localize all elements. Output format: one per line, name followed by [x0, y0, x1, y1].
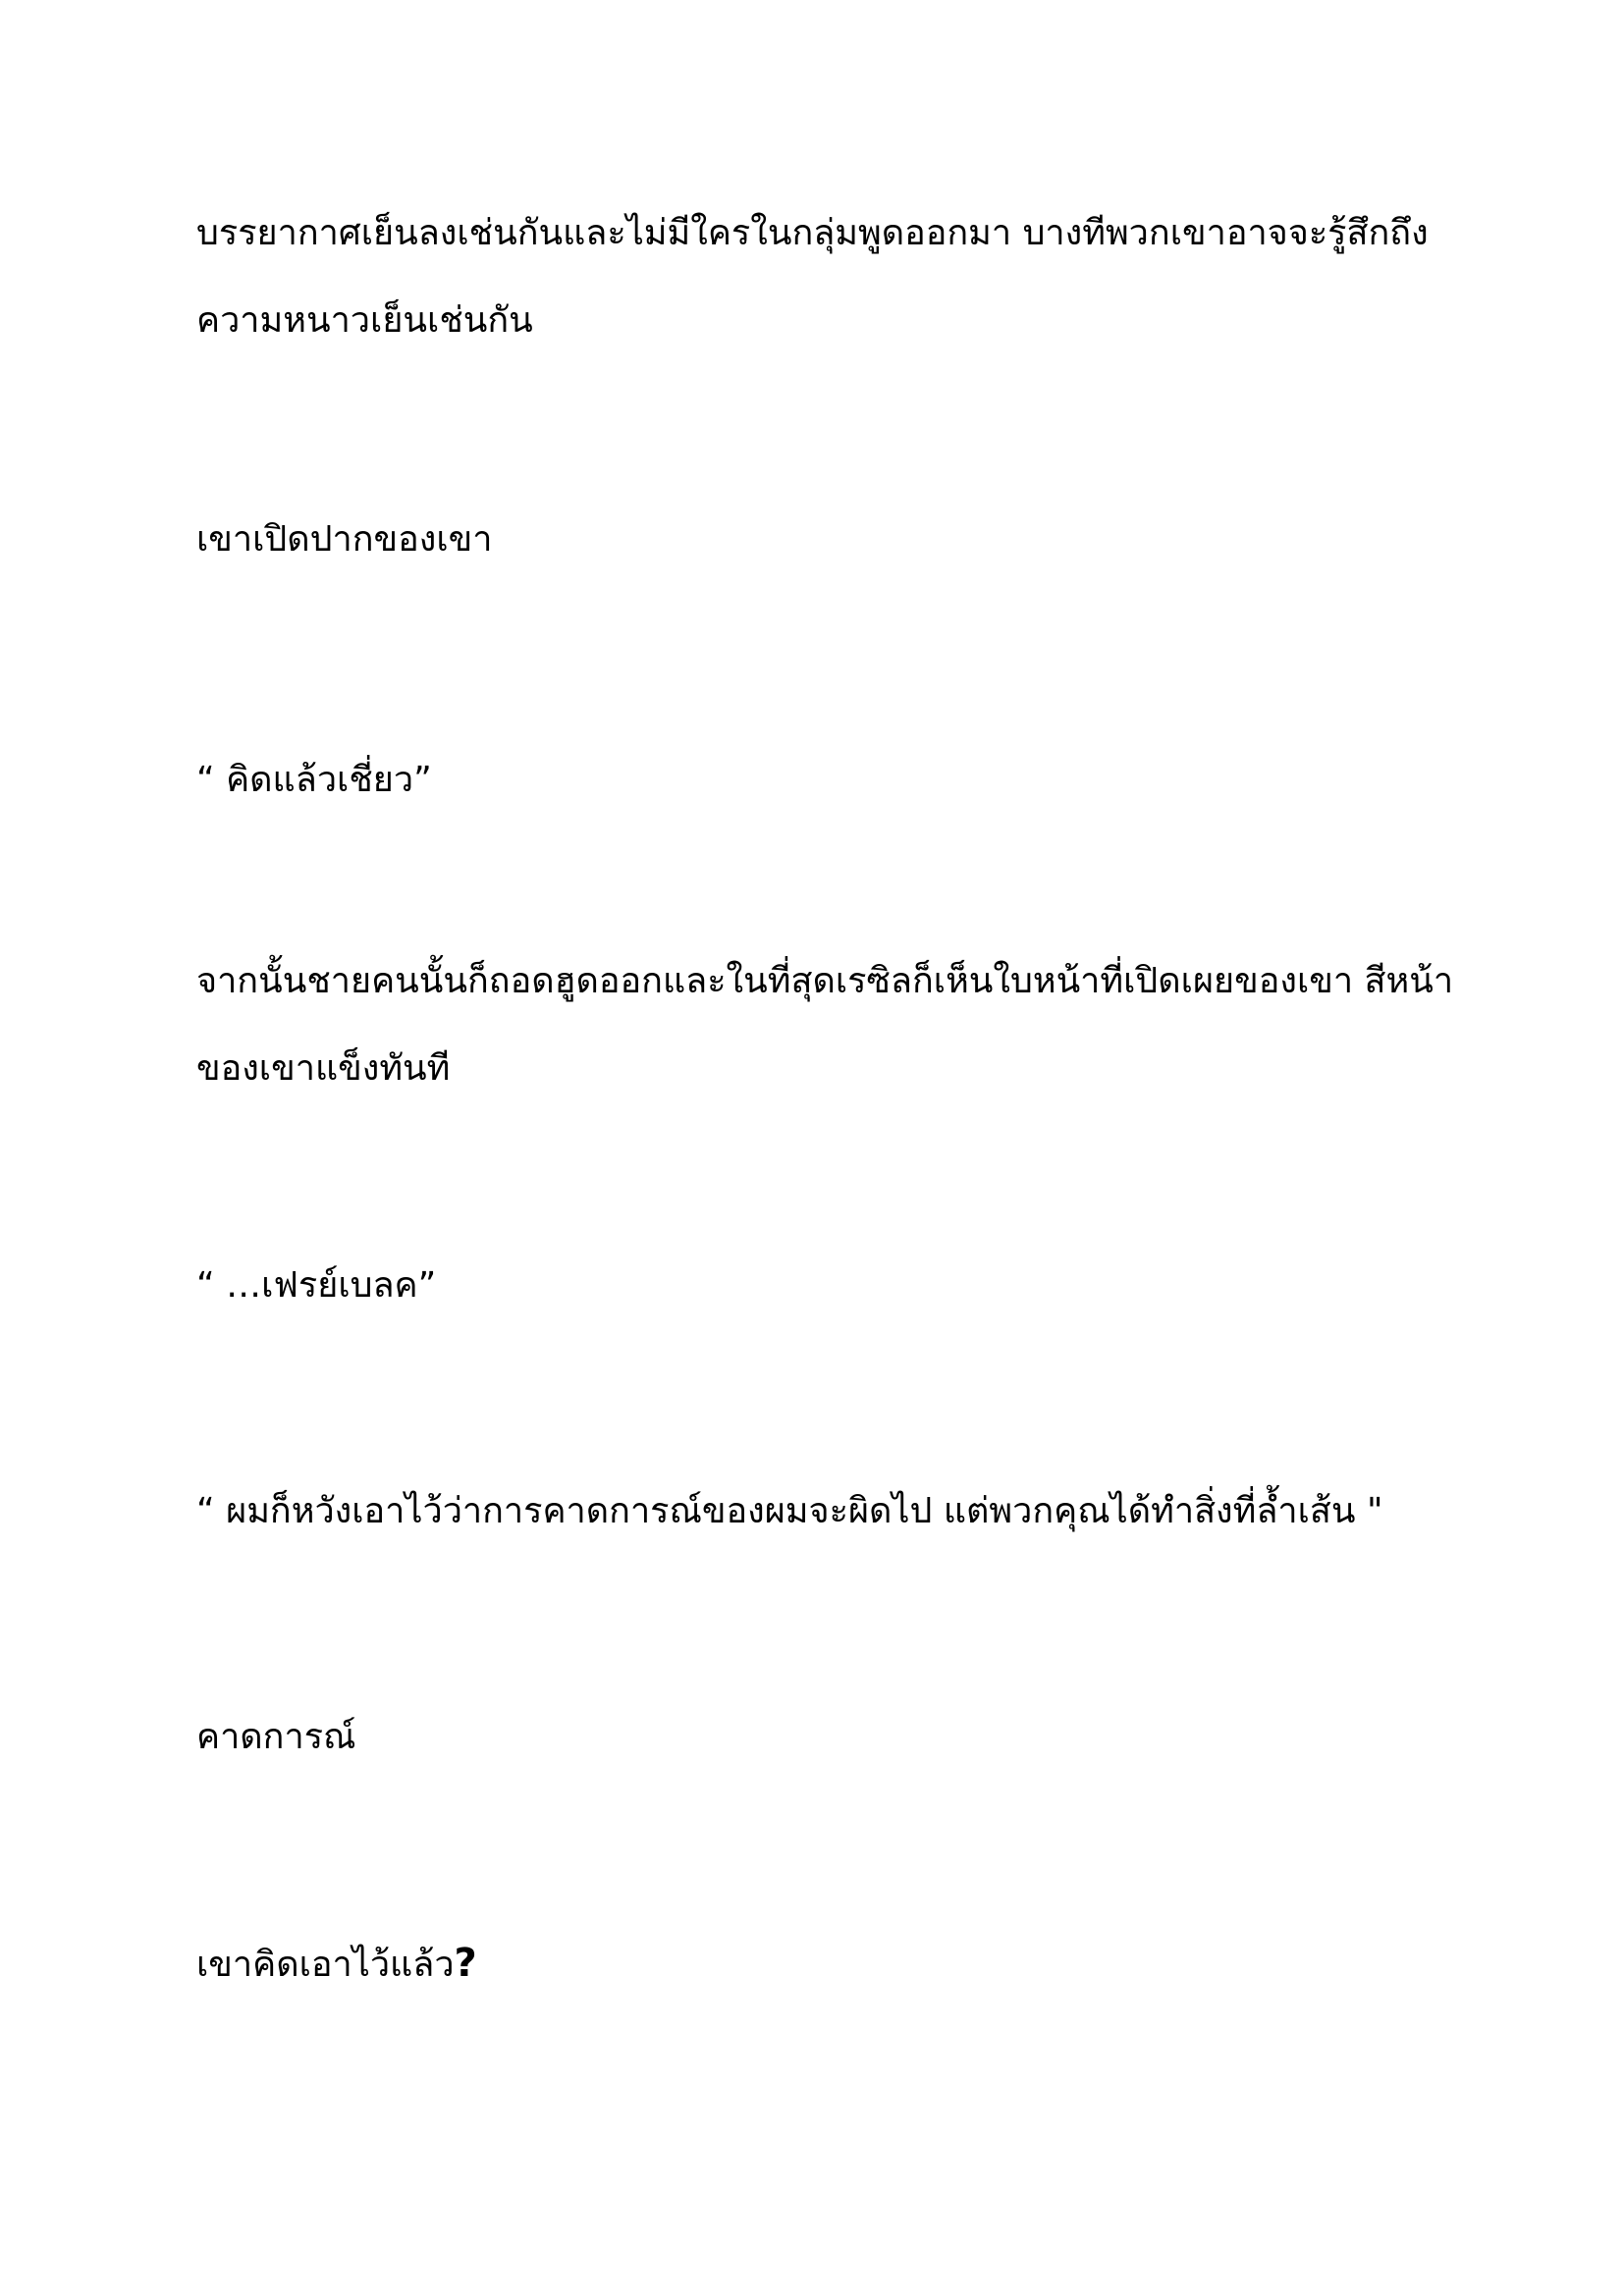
paragraph-4-line-1: จากนั้นชายคนนั้นก็ถอดฮูดออกและในที่สุดเรซิลก็เห็นใบหน้าที่เปิดเผยของเขา สีหน้า — [196, 961, 1454, 1001]
paragraph-2: เขาเปิดปากของเขา — [196, 519, 493, 560]
paragraph-7: คาดการณ์ — [196, 1717, 356, 1757]
paragraph-8 — [196, 1939, 477, 1990]
paragraph-1-line-1: บรรยากาศเย็นลงเช่นกันและไม่มีใครในกลุ่มพูดออกมา บางทีพวกเขาอาจจะรู้สึกถึง — [196, 213, 1429, 253]
paragraph-6-quote: “ ผมก็หวังเอาไว้ว่าการคาดการณ์ของผมจะผิดไป แต่พวกคุณได้ทำสิ่งที่ล้ำเส้น " — [196, 1491, 1383, 1531]
question-mark: ? — [454, 1941, 477, 1986]
paragraph-4-line-2: ของเขาแข็งทันที — [196, 1048, 451, 1089]
paragraph-1-line-2: ความหนาวเย็นเช่นกัน — [196, 300, 533, 341]
paragraph-3-quote: “ คิดแล้วเชี่ยว” — [196, 760, 432, 800]
paragraph-5-quote: “ …เฟรย์เบลค” — [196, 1265, 437, 1306]
paragraph-8-text: เขาคิดเอาไว้แล้ว — [196, 1945, 455, 1985]
